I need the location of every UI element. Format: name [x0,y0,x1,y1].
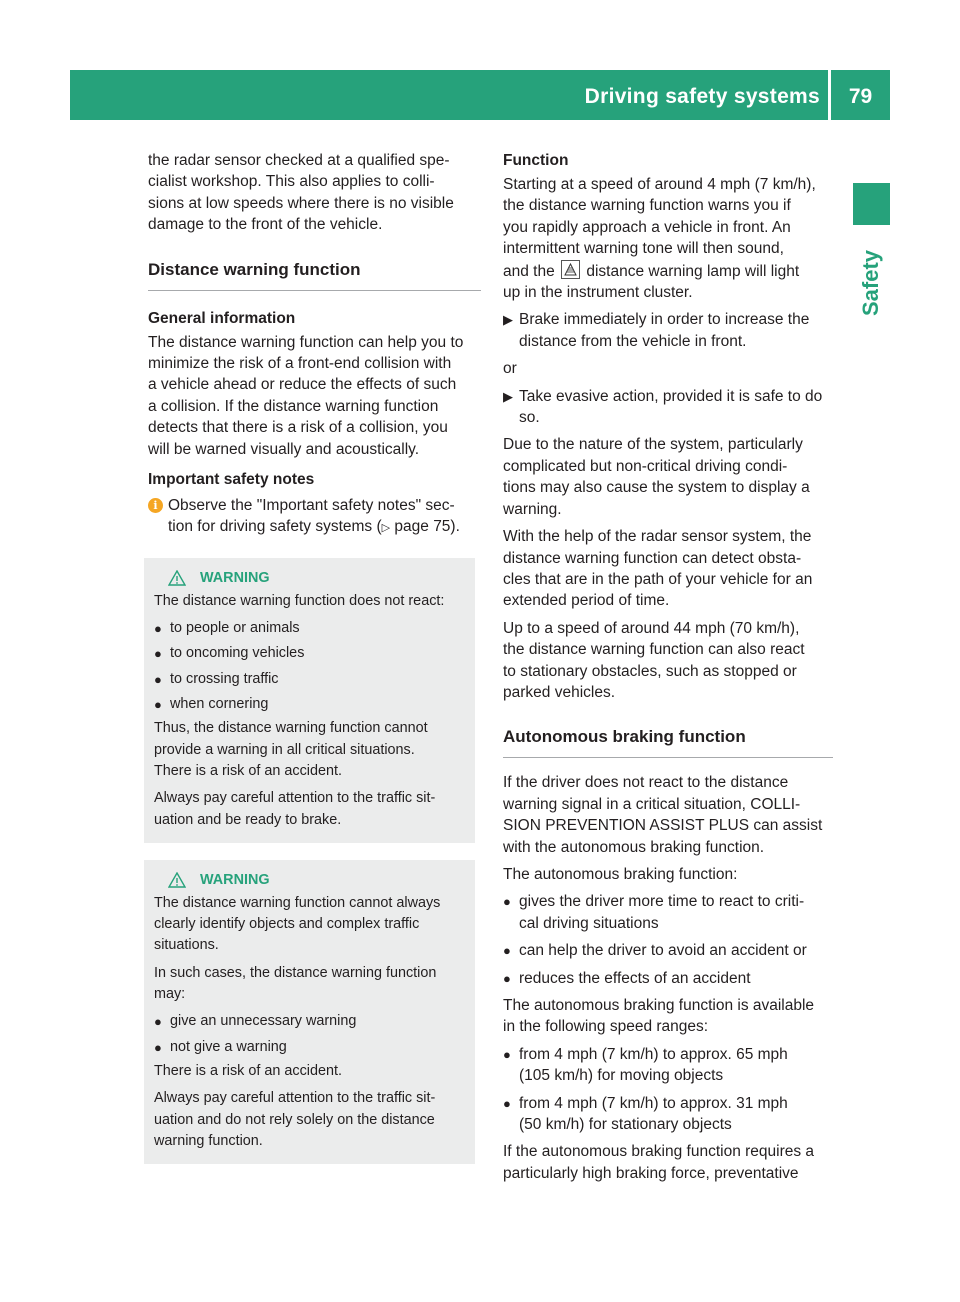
warning-triangle-icon [168,872,186,888]
general-paragraph: The distance warning function can help you to minimize the risk of a front-end collision with a vehicle ahead or reduce the effects of such a collision. If the distance warning function detects that there is a risk of a collision, you will be warned visually and acoustically. [148,333,464,458]
list-item: ● not give a warning [154,1038,287,1055]
warning-intro: The distance warning function cannot always clearly identify objects and complex traffic situations. [154,894,441,954]
list-item: ● gives the driver more time to react to criti- cal driving situations [503,893,805,932]
section-tab [853,183,890,225]
list-item: ● to crossing traffic [154,670,279,687]
info-icon: i [148,498,163,513]
header-bar [70,70,890,120]
warning-box-2 [144,860,475,1164]
function-paragraph: Starting at a speed of around 4 mph (7 km/h), the distance warning function warns you if you rapidly approach a vehicle in front. An intermittent warning tone will then sound, and the distance warning lamp will light up in the instrument cluster. [503,176,816,302]
list-item: ● from 4 mph (7 km/h) to approx. 31 mph (50 km/h) for stationary objects [503,1094,788,1134]
left-column [148,150,481,1164]
list-item: ● can help the driver to avoid an accident or [503,942,807,960]
page-reference-arrow-icon: ▷ [381,522,391,535]
section-heading-autonomous-braking: Autonomous braking function [503,725,833,758]
autonomous-function-intro: The autonomous braking function: [503,865,738,883]
list-item: ● to oncoming vehicles [154,645,305,662]
page-number: 79 [848,85,873,108]
heading-general-information: General information [148,309,296,327]
final-paragraph: If the autonomous braking function requires a particularly high braking force, preventative [503,1143,815,1182]
list-item: ● to people or animals [154,620,300,637]
list-item: ● give an unnecessary warning [154,1013,357,1030]
upto-paragraph: Up to a speed of around 44 mph (70 km/h), the distance warning function can also react to stationary obstacles, such as stopped or parked vehicles. [503,619,805,701]
warning-box-1 [144,558,475,843]
right-column [503,150,833,1184]
section-heading-distance-warning: Distance warning function [148,258,481,291]
intro-paragraph: the radar sensor checked at a qualified spe- cialist workshop. This also applies to colli- sions at low speeds where there is no visible damage to the front of the vehicle. [148,152,454,234]
warning-risk: There is a risk of an accident. [154,1062,342,1079]
warning-title: WARNING [154,870,465,890]
list-item: ● from 4 mph (7 km/h) to approx. 65 mph (105 km/h) for moving objects [503,1045,788,1085]
or-label: or [503,360,517,378]
warning-title: WARNING [154,568,465,588]
list-item: ● reduces the effects of an accident [503,969,751,987]
radar-paragraph: With the help of the radar sensor system, the distance warning function can detect obsta- cles that are in the path of your vehicle for an extended period of time. [503,528,813,610]
heading-function: Function [503,152,569,169]
availability-paragraph: The autonomous braking function is available in the following speed ranges: [503,997,815,1036]
warning-paragraph: Thus, the distance warning function cannot provide a warning in all critical situations. There is a risk of an accident. [154,720,428,779]
section-label: Safety [858,249,883,317]
warning-intro: The distance warning function does not react: [154,592,445,609]
chapter-title: Driving safety systems [584,85,820,108]
warning-triangle-icon [168,570,186,586]
action-step: ▶ Brake immediately in order to increase the distance from the vehicle in front. [503,311,810,350]
warning-paragraph: In such cases, the distance warning function may: [154,964,437,1003]
action-step: ▶ Take evasive action, provided it is safe to do so. [503,387,823,427]
nature-paragraph: Due to the nature of the system, particularly complicated but non-critical driving condi- tions may also cause the system to display a warning. [503,436,810,518]
warning-paragraph: Always pay careful attention to the traffic sit- uation and be ready to brake. [154,790,436,828]
autonomous-intro-paragraph: If the driver does not react to the distance warning signal in a critical situation, COLLI- SION PREVENTION ASSIST PLUS can assist with the autonomous braking function. [503,774,823,856]
distance-warning-lamp-icon [561,260,580,279]
list-item: ● when cornering [154,696,269,713]
heading-important-safety-notes: Important safety notes [148,471,315,489]
warning-paragraph: Always pay careful attention to the traffic sit- uation and do not rely solely on the distance warning function. [154,1090,436,1149]
info-note: i Observe the "Important safety notes" sec- tion for driving safety systems (▷ page 75). [148,495,481,540]
